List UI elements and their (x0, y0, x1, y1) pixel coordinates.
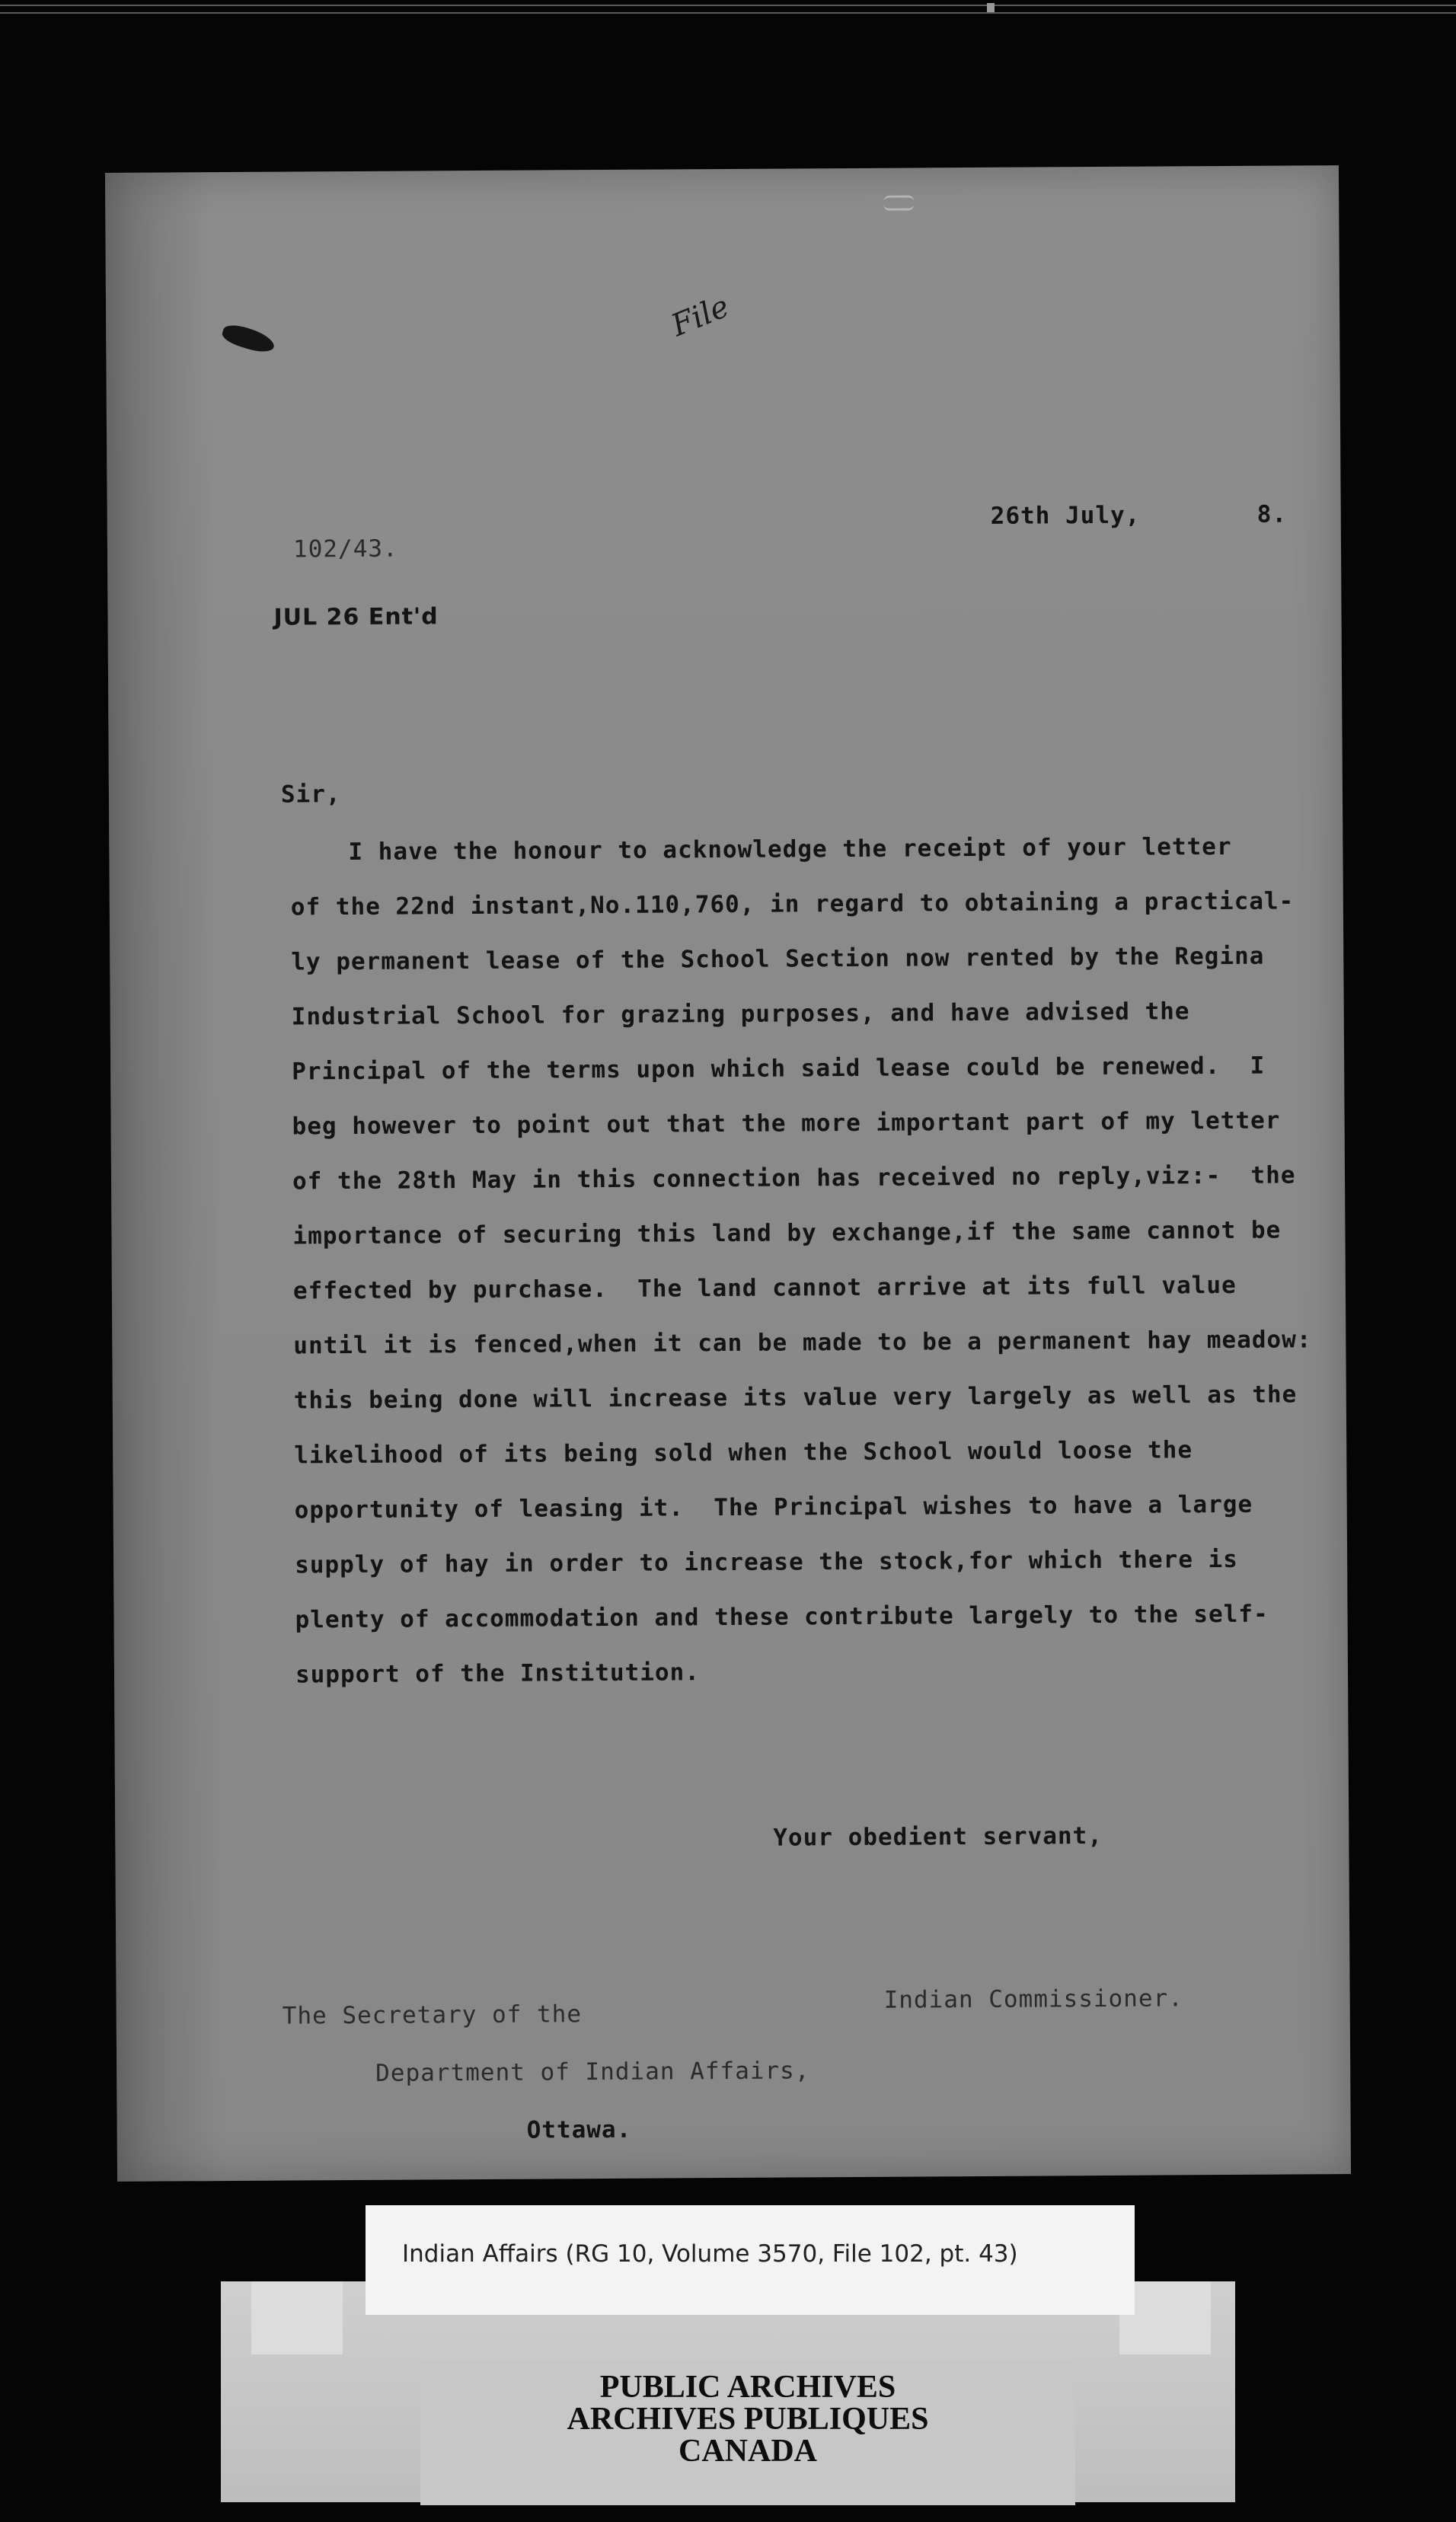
archive-citation-card (366, 2205, 1135, 2315)
archive-stamp-line: ARCHIVES PUBLIQUES (567, 2402, 929, 2437)
addressee-line: Ottawa. (526, 2115, 632, 2144)
film-tick-mark (987, 3, 995, 12)
body-line: effected by purchase. The land cannot arrive at its full value (292, 1271, 1237, 1305)
body-line: Industrial School for grazing purposes, and have advised the (291, 998, 1190, 1031)
film-edge-top-inner (0, 12, 1456, 14)
body-line: opportunity of leasing it. The Principal wishes to have a large (294, 1490, 1253, 1524)
body-line: support of the Institution. (295, 1658, 701, 1689)
archive-citation: Indian Affairs (RG 10, Volume 3570, File 102, pt. 43) (402, 2240, 1018, 2268)
page-mark (883, 195, 914, 210)
archive-stamp (420, 2361, 1075, 2505)
body-line: this being done will increase its value very largely as well as the (293, 1381, 1298, 1415)
signature-title: Indian Commissioner. (883, 1984, 1184, 2014)
body-line: of the 28th May in this connection has received no reply,viz:- the (292, 1161, 1296, 1196)
letter-date-year: 8. (1256, 500, 1288, 528)
film-edge-top (0, 5, 1456, 6)
body-line: ly permanent lease of the School Section now rented by the Regina (291, 942, 1265, 976)
archive-stamp-line: PUBLIC ARCHIVES (599, 2370, 896, 2405)
salutation: Sir, (280, 781, 341, 809)
body-line: I have the honour to acknowledge the receipt of your letter (348, 832, 1232, 867)
body-line: importance of securing this land by exchange,if the same cannot be (292, 1216, 1282, 1250)
closing: Your obedient servant, (773, 1822, 1103, 1852)
letter-page (105, 165, 1351, 2182)
body-line: Principal of the terms upon which said lease could be renewed. I (292, 1052, 1266, 1086)
letter-date: 26th July, (990, 501, 1141, 530)
file-reference: 102/43. (292, 535, 398, 563)
addressee-line: The Secretary of the (282, 2000, 583, 2030)
ink-blot (220, 321, 277, 356)
body-line: supply of hay in order to increase the stock,for which there is (295, 1545, 1239, 1579)
body-line: of the 22nd instant,No.110,760, in regard to obtaining a practical- (290, 887, 1295, 921)
body-line: beg however to point out that the more important part of my letter (292, 1106, 1281, 1141)
body-line: likelihood of its being sold when the School would loose the (294, 1436, 1193, 1470)
body-line: plenty of accommodation and these contribute largely to the self- (295, 1600, 1269, 1634)
entered-stamp: JUL 26 Ent'd (273, 603, 439, 631)
handwritten-note: File (666, 289, 734, 344)
tray-notch-left (251, 2281, 343, 2354)
archive-stamp-line: CANADA (679, 2434, 817, 2469)
addressee-line: Department of Indian Affairs, (375, 2057, 810, 2087)
body-line: until it is fenced,when it can be made to be a permanent hay meadow: (293, 1326, 1312, 1360)
